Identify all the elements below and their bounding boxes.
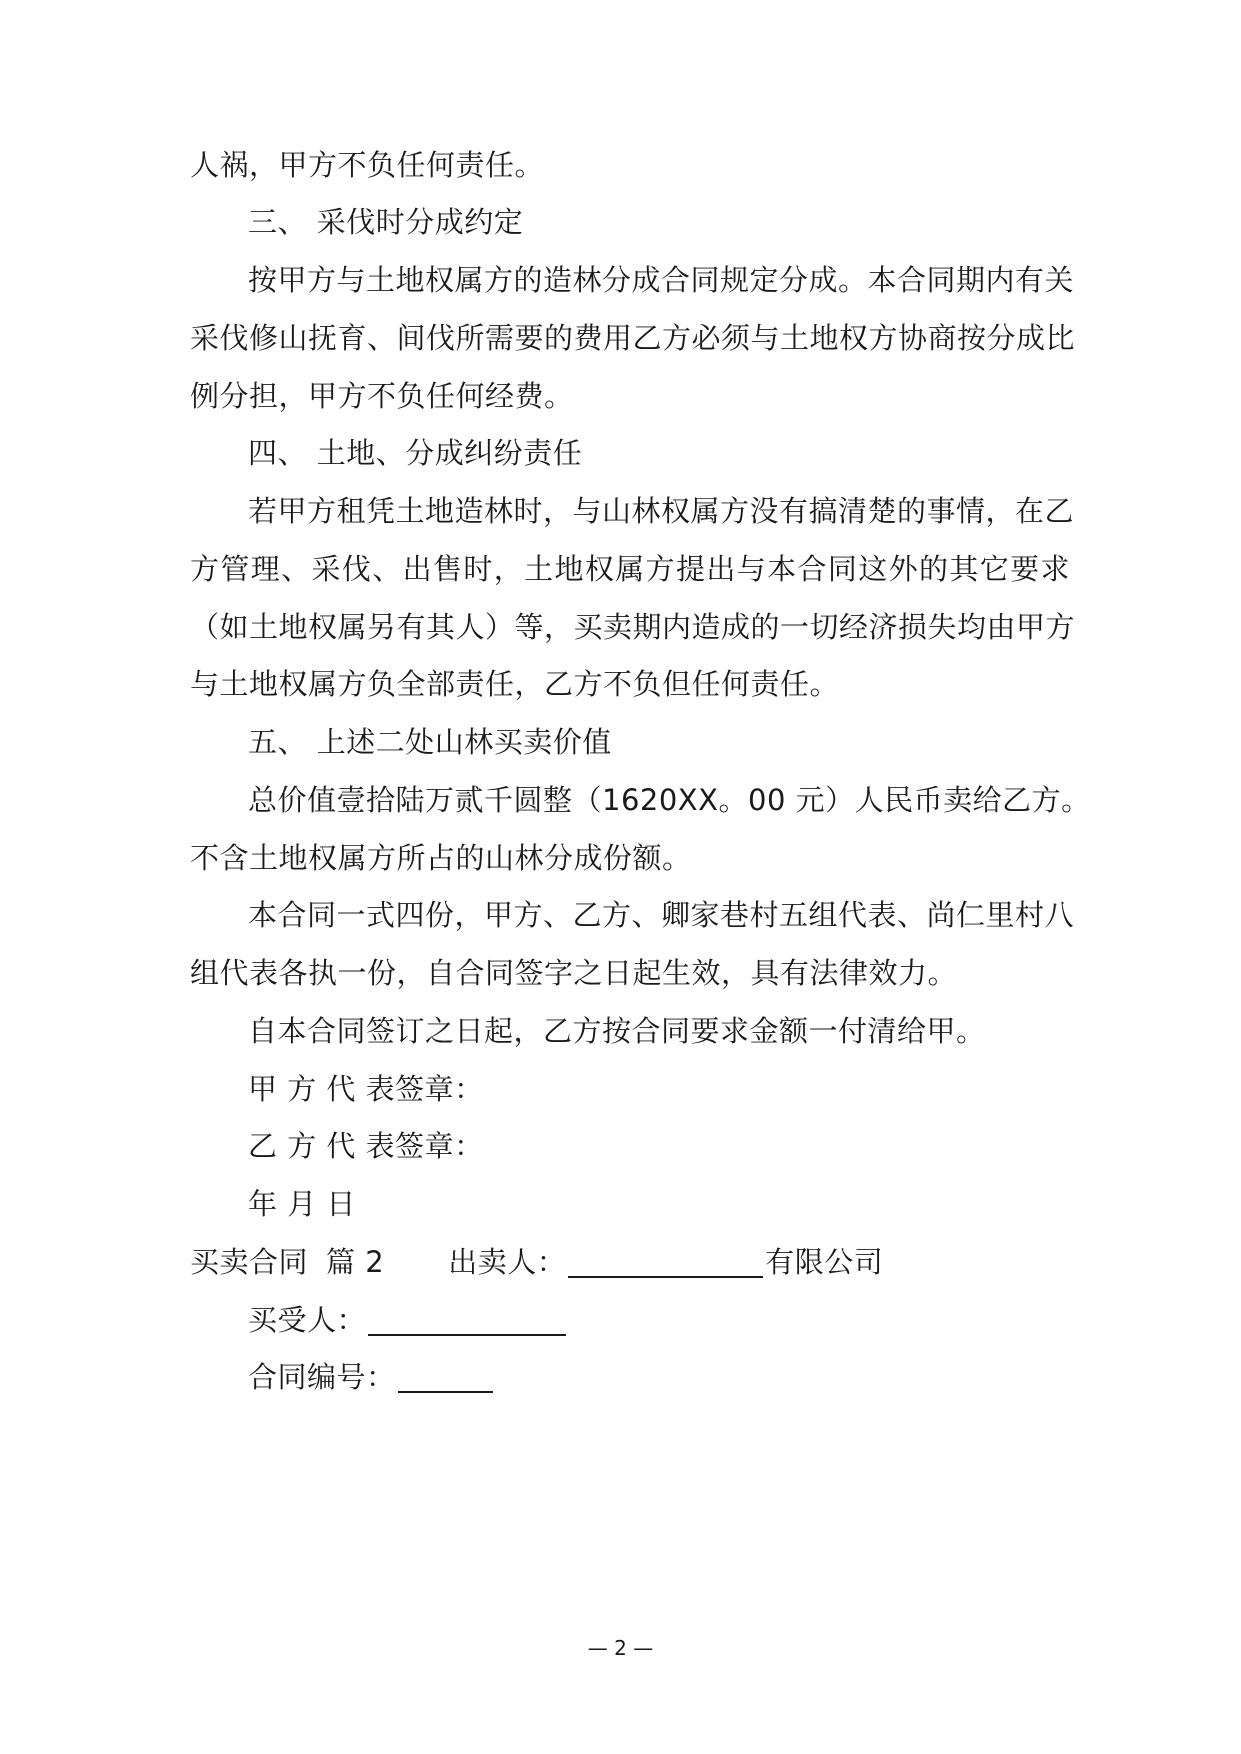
text-line: 组代表各执一份，自合同签字之日起生效，具有法律效力。: [190, 956, 958, 990]
text-line: 总价值壹拾陆万贰千圆整（1620XX。00 元）人民币卖给乙方。: [248, 783, 1091, 817]
text-line: 不含土地权属方所占的山林分成份额。: [190, 841, 692, 875]
seller-label: 出卖人：: [448, 1245, 567, 1279]
text-line: 与土地权属方负全部责任，乙方不负但任何责任。: [190, 667, 840, 701]
seller-suffix: 有限公司: [765, 1245, 884, 1279]
contract2-header: [190, 1242, 1070, 1282]
text-line: 若甲方租凭土地造林时，与山林权属方没有搞清楚的事情，在乙: [248, 494, 1075, 528]
contract-number-label: 合同编号：: [248, 1360, 396, 1394]
buyer-row: [248, 1300, 1128, 1340]
contract2-part: 篇 2: [326, 1245, 385, 1279]
seller-blank[interactable]: [568, 1246, 763, 1278]
section-heading-3: 三、 采伐时分成约定: [248, 205, 524, 239]
date-label: 年 月 日: [248, 1187, 356, 1221]
party-b-signature-label: 乙 方 代 表签章：: [248, 1129, 484, 1163]
page-number: — 2 —: [587, 1636, 654, 1660]
text-line: 方管理、采伐、出售时，土地权属方提出与本合同这外的其它要求: [190, 552, 1070, 586]
buyer-label: 买受人：: [248, 1303, 367, 1337]
section-heading-4: 四、 土地、分成纠纷责任: [248, 436, 583, 470]
buyer-blank[interactable]: [368, 1304, 566, 1336]
text-line: （如土地权属另有其人）等，买卖期内造成的一切经济损失均由甲方: [190, 610, 1076, 644]
text-line: 按甲方与土地权属方的造林分成合同规定分成。本合同期内有关: [248, 263, 1075, 297]
contract-number-row: [248, 1357, 1128, 1397]
contract2-title: 买卖合同: [190, 1245, 309, 1279]
text-line: 采伐修山抚育、间伐所需要的费用乙方必须与土地权方协商按分成比: [190, 321, 1076, 355]
contract-number-blank[interactable]: [398, 1361, 493, 1393]
section-heading-5: 五、 上述二处山林买卖价值: [248, 725, 612, 759]
text-line: 人祸，甲方不负任何责任。: [190, 148, 545, 182]
text-line: 自本合同签订之日起，乙方按合同要求金额一付清给甲。: [248, 1014, 986, 1048]
text-line: 例分担，甲方不负任何经费。: [190, 379, 574, 413]
text-line: 本合同一式四份，甲方、乙方、卿家巷村五组代表、尚仁里村八: [248, 898, 1075, 932]
party-a-signature-label: 甲 方 代 表签章：: [248, 1072, 484, 1106]
